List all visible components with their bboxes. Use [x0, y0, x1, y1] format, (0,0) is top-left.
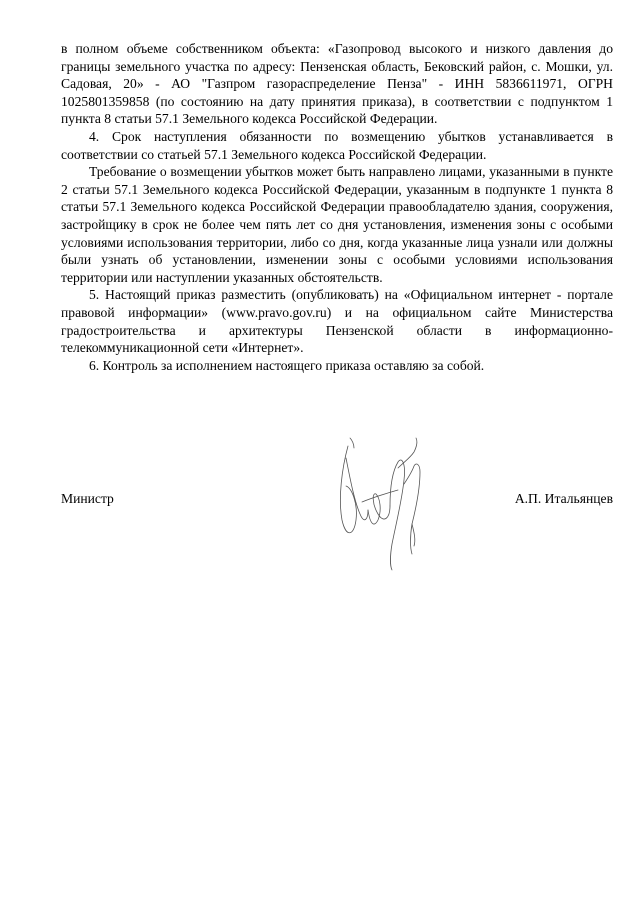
paragraph-item-5: 5. Настоящий приказ разместить (опубликовать) на «Официальном интернет - портале правовой информации» (www.pravo.gov.ru) и на официальном сайте Министерства градостроительства и архитектуры Пензенской области в информационно-телекоммуникационной сети «Интернет».	[61, 287, 613, 356]
document-body	[61, 40, 613, 374]
paragraph-item-6: 6. Контроль за исполнением настоящего приказа оставляю за собой.	[89, 357, 485, 373]
paragraph-ownership: в полном объеме собственником объекта: «Газопровод высокого и низкого давления до границы земельного участка по адресу: Пензенская область, Бековский район, с. Мошки, ул. Садовая, 20» - АО "Газпром газораспределение Пенза" - ИНН 5836611971, ОГРН 1025801359858 (по состоянию на дату принятия приказа), в соответствии с подпунктом 1 пункта 8 статьи 57.1 Земельного кодекса Российской Федерации.	[61, 41, 613, 127]
handwritten-signature	[328, 428, 438, 578]
paragraph-item-4: 4. Срок наступления обязанности по возмещению убытков устанавливается в соответствии со статьей 57.1 Земельного кодекса Российской Федерации.	[61, 128, 613, 162]
signatory-name: А.П. Итальянцев	[514, 491, 613, 506]
paragraph-damages-claim: Требование о возмещении убытков может быть направлено лицами, указанными в пункте 2 статьи 57.1 Земельного кодекса Российской Федерации, указанным в подпункте 1 пункта 8 статьи 57.1 Земельного кодекса Российской Федерации правообладателю здания, сооружения, застройщику в срок не более чем пять лет со дня установления, изменения зоны с особыми условиями использования территории, либо со дня, когда указанные лица узнали или должны были узнать об установлении, изменении зоны с особыми условиями использования территории или наступлении указанных обстоятельств.	[61, 164, 613, 285]
signatory-title: Министр	[61, 491, 114, 506]
